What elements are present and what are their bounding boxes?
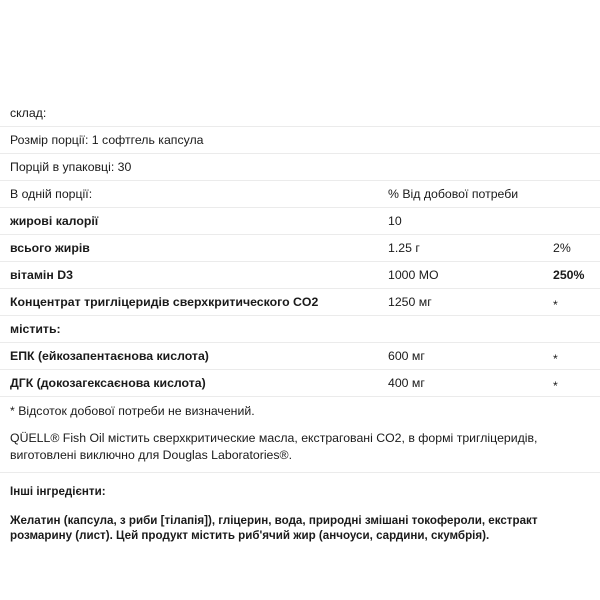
nutrient-daily-value: 250% (553, 268, 585, 282)
column-header-dv (553, 181, 600, 208)
nutrient-amount: 1.25 г (388, 241, 420, 255)
contains-label: містить: (10, 322, 61, 336)
nutrient-daily-value: 2% (553, 241, 571, 255)
servings-per-container-label: Порцій в упаковці: 30 (10, 160, 132, 174)
nutrient-label: ЕПК (ейкозапентаєнова кислота) (10, 349, 209, 363)
serving-size-value (388, 127, 553, 154)
daily-value-asterisk: * (553, 352, 558, 366)
contains-value (388, 316, 553, 343)
daily-value-asterisk: * (553, 298, 558, 312)
nutrient-label: ДГК (докозагексаєнова кислота) (10, 376, 206, 390)
nutrient-amount: 600 мг (388, 349, 425, 363)
supplement-facts-table (0, 100, 600, 397)
table-row (0, 370, 600, 397)
nutrient-daily-value (553, 208, 600, 235)
other-ingredients-title: Інші інгредієнти: (10, 485, 106, 498)
daily-value-asterisk: * (553, 379, 558, 393)
nutrient-label: жирові калорії (10, 214, 99, 228)
panel-heading-value (388, 100, 553, 127)
table-row-column-headers (0, 181, 600, 208)
nutrient-amount: 400 мг (388, 376, 425, 390)
table-row-contains (0, 316, 600, 343)
servings-per-container-dv (553, 154, 600, 181)
nutrient-amount: 10 (388, 214, 402, 228)
panel-heading-dv (553, 100, 600, 127)
table-row-heading (0, 100, 600, 127)
table-row-servings-per-container (0, 154, 600, 181)
table-row (0, 208, 600, 235)
table-row (0, 235, 600, 262)
nutrient-amount: 1000 МО (388, 268, 439, 282)
top-spacer (0, 0, 600, 100)
servings-per-container-value (388, 154, 553, 181)
nutrient-daily-value (553, 343, 600, 370)
contains-dv (553, 316, 600, 343)
other-ingredients-body: Желатин (капсула, з риби [тілапія]), гліцерин, вода, природні змішані токофероли, екстракт розмарину (лист). Цей продукт містить риб'ячий жир (анчоуси, сардини, скумбрія). (10, 514, 538, 542)
serving-size-label: Розмір порції: 1 софтгель капсула (10, 133, 204, 147)
nutrient-label: вітамін D3 (10, 268, 73, 282)
daily-value-footnote: * Відсоток добової потреби не визначений. (10, 404, 255, 418)
brand-note: QÜELL® Fish Oil містить сверхкритические масла, екстраговані CO2, в формі тригліцеридів, виготовлені виключно для Douglas Laboratories®. (10, 431, 538, 462)
nutrient-daily-value (553, 289, 600, 316)
serving-size-dv (553, 127, 600, 154)
panel-heading: склад: (10, 106, 47, 120)
daily-value-header: % Від добової потреби (388, 187, 519, 201)
nutrient-daily-value (553, 370, 600, 397)
amount-per-serving-header: В одній порції: (10, 187, 93, 201)
table-row (0, 262, 600, 289)
nutrient-amount: 1250 мг (388, 295, 432, 309)
table-row (0, 343, 600, 370)
nutrient-label: Концентрат тригліцеридів сверхкритического CO2 (10, 295, 319, 309)
table-row-serving-size (0, 127, 600, 154)
nutrient-label: всього жирів (10, 241, 90, 255)
table-row (0, 289, 600, 316)
